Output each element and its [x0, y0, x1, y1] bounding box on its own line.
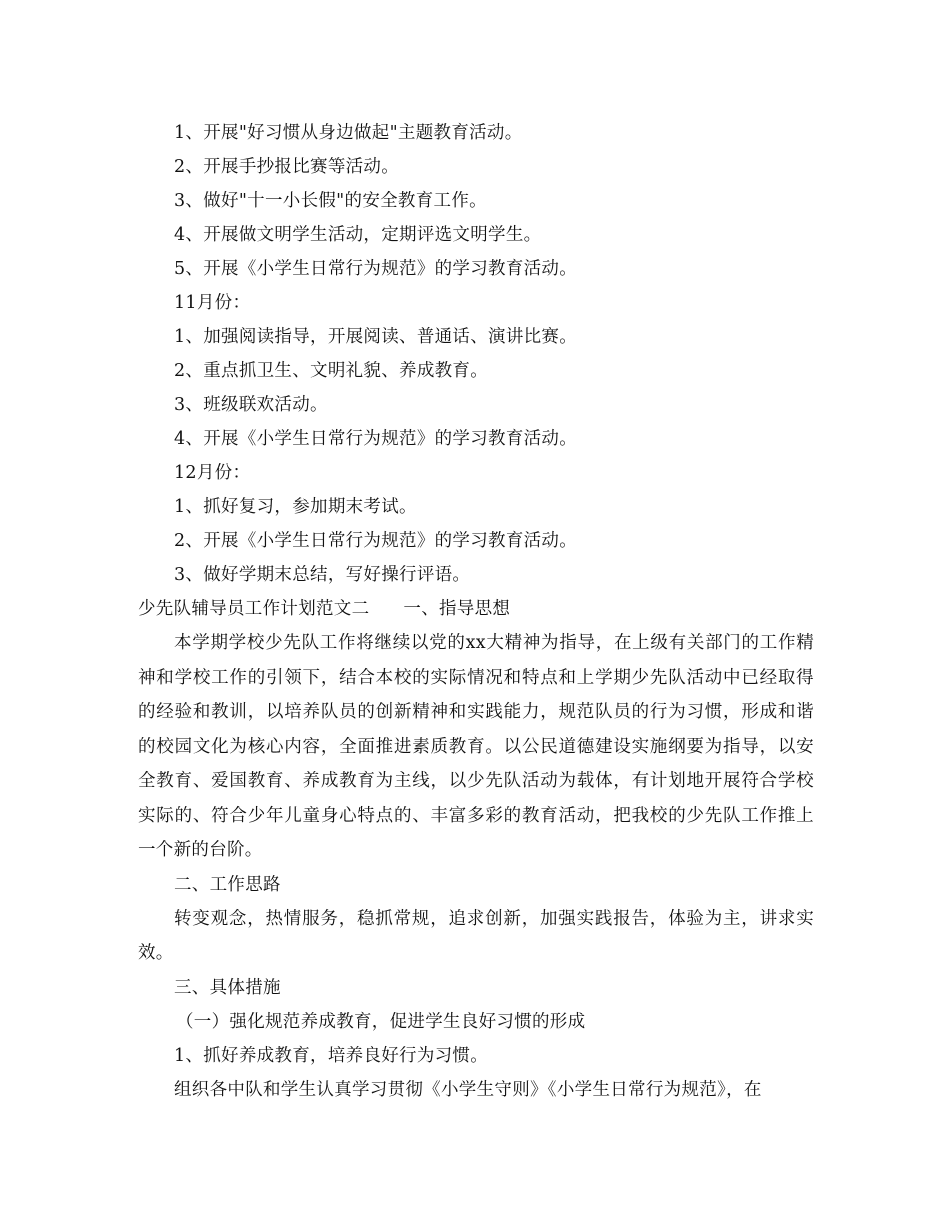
- section-heading: 一、指导思想: [403, 599, 511, 619]
- month-heading-nov: 11月份：: [174, 293, 251, 313]
- list-item: 4、开展《小学生日常行为规范》的学习教育活动。: [174, 429, 578, 449]
- list-item: 1、抓好复习，参加期末考试。: [174, 497, 417, 517]
- list-item: 3、做好"十一小长假"的安全教育工作。: [174, 191, 487, 211]
- list-item: 2、开展《小学生日常行为规范》的学习教育活动。: [174, 531, 578, 551]
- list-item: 3、做好学期末总结，写好操行评语。: [174, 565, 471, 585]
- paragraph: 组织各中队和学生认真学习贯彻《小学生守则》《小学生日常行为规范》，在: [174, 1079, 762, 1100]
- paragraph: 本学期学校少先队工作将继续以党的xx大精神为指导，在上级有关部门的工作精神和学校工作的引领下，结合本校的实际情况和特点和上学期少先队活动中已经取得的经验和教训，以培养队员的创新精神和实践能力，规范队员的行为习惯，形成和谐的校园文化为核心内容，全面推进素质教育。以公民道德建设实施纲要为指导，以安全教育、爱国教育、养成教育为主线，以少先队活动为载体，有计划地开展符合学校实际的、符合少年儿童身心特点的、丰富多彩的教育活动，把我校的少先队工作推上一个新的台阶。: [138, 633, 814, 860]
- title-row: [138, 592, 814, 626]
- document-title-2: 少先队辅导员工作计划范文二: [138, 599, 370, 619]
- section-heading: 三、具体措施: [174, 977, 281, 998]
- document-body: [138, 116, 814, 1107]
- list-item: 4、开展做文明学生活动，定期评选文明学生。: [174, 225, 542, 245]
- section-heading: 二、工作思路: [174, 874, 281, 895]
- list-item: 2、重点抓卫生、文明礼貌、养成教育。: [174, 361, 489, 381]
- subsection-heading: （一）强化规范养成教育，促进学生良好习惯的形成: [176, 1011, 586, 1032]
- list-item: 1、抓好养成教育，培养良好行为习惯。: [174, 1045, 489, 1066]
- list-item: 3、班级联欢活动。: [174, 395, 328, 415]
- list-item: 2、开展手抄报比赛等活动。: [174, 157, 400, 177]
- month-heading-dec: 12月份：: [174, 463, 251, 483]
- list-item: 1、开展"好习惯从身边做起"主题教育活动。: [174, 123, 523, 143]
- list-item: 1、加强阅读指导，开展阅读、普通话、演讲比赛。: [174, 327, 578, 347]
- paragraph: 转变观念，热情服务，稳抓常规，追求创新，加强实践报告，体验为主，讲求实效。: [138, 908, 814, 963]
- list-item: 5、开展《小学生日常行为规范》的学习教育活动。: [174, 259, 578, 279]
